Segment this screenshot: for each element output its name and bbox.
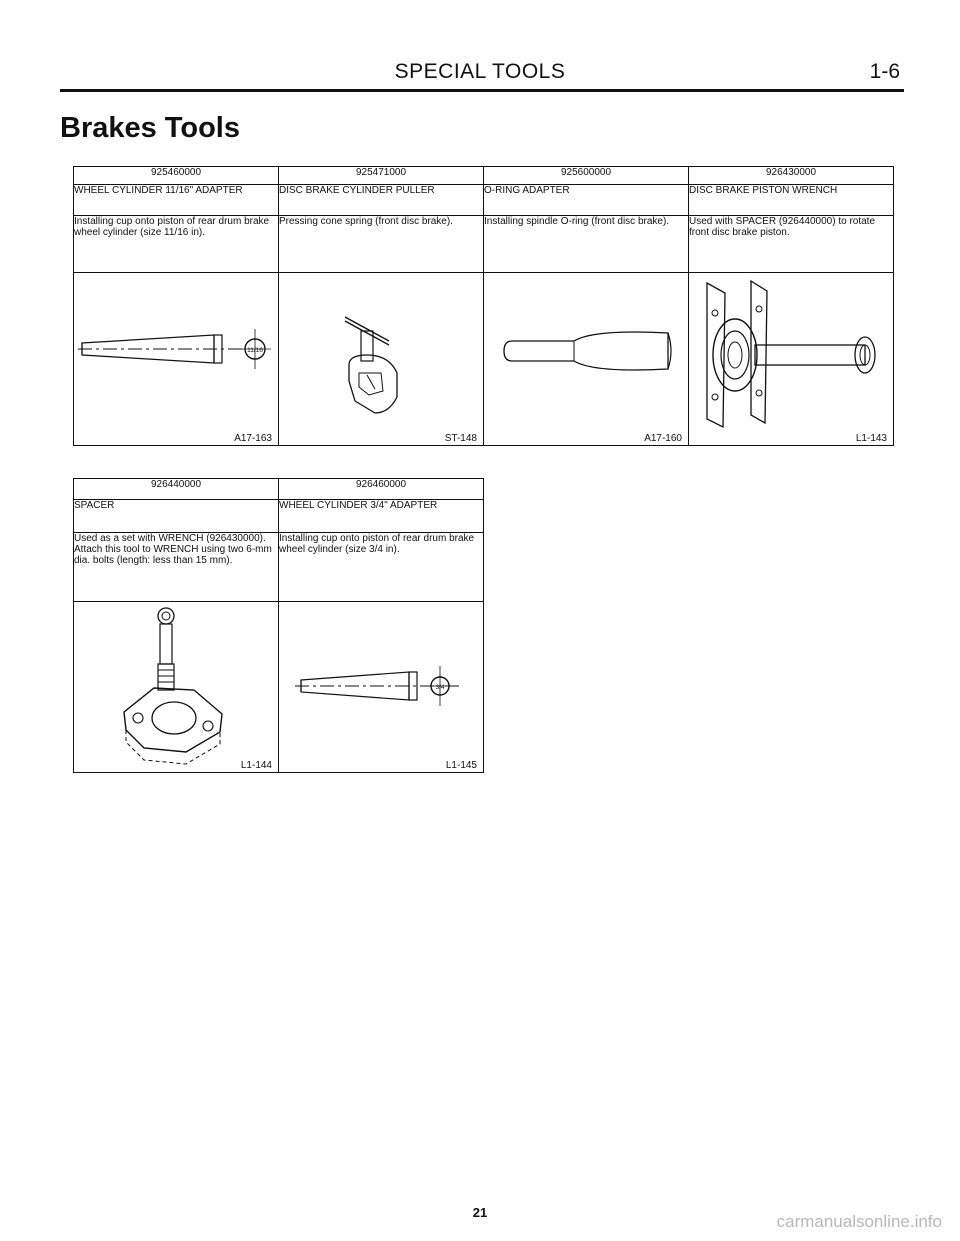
disc-brake-piston-wrench-drawing: [689, 273, 894, 445]
tool-image-row: [74, 602, 484, 773]
watermark: carmanualsonline.info: [776, 1212, 942, 1231]
tool-name: DISC BRAKE CYLINDER PULLER: [279, 185, 484, 216]
figure-reference: A17-160: [644, 433, 682, 444]
figure-reference: L1-143: [855, 433, 887, 444]
tool-name-row: [74, 185, 894, 216]
tool-description: Used with SPACER (926440000) to rotate front disc brake piston.: [689, 216, 894, 273]
part-number: 925460000: [74, 167, 279, 185]
tool-description: Used as a set with WRENCH (926430000). Attach this tool to WRENCH using two 6-mm dia. bolts (length: less than 15 mm).: [74, 533, 279, 602]
page-number: 21: [472, 1205, 488, 1220]
tool-description: Installing cup onto piston of rear drum brake wheel cylinder (size 11/16 in).: [74, 216, 279, 273]
part-number-row: [74, 479, 484, 500]
tool-image-cell: [689, 273, 894, 446]
part-number: 925471000: [279, 167, 484, 185]
header-rule: [60, 89, 904, 92]
tool-name-row: [74, 500, 484, 533]
tool-description: Pressing cone spring (front disc brake).: [279, 216, 484, 273]
tool-image-cell: [279, 602, 484, 773]
figure-reference: ST-148: [444, 433, 477, 444]
tool-description-row: [74, 533, 484, 602]
tool-image-cell: [484, 273, 689, 446]
o-ring-adapter-drawing: [484, 273, 689, 445]
tool-image-row: [74, 273, 894, 446]
part-number: 926460000: [279, 479, 484, 500]
tool-image-cell: [74, 273, 279, 446]
wheel-cylinder-3-4-adapter-drawing: [279, 602, 484, 772]
tool-image-cell: [279, 273, 484, 446]
spacer-drawing: [74, 602, 279, 772]
part-number: 926440000: [74, 479, 279, 500]
section-title: Brakes Tools: [60, 112, 240, 144]
figure-reference: L1-145: [445, 760, 477, 771]
part-number: 925600000: [484, 167, 689, 185]
tool-description: Installing cup onto piston of rear drum brake wheel cylinder (size 3/4 in).: [279, 533, 484, 602]
figure-reference: L1-144: [240, 760, 272, 771]
tools-table-row1: [73, 166, 894, 446]
size-label: 3/4: [435, 684, 445, 691]
tool-image-cell: [74, 602, 279, 773]
tool-name: WHEEL CYLINDER 3/4" ADAPTER: [279, 500, 484, 533]
part-number: 926430000: [689, 167, 894, 185]
size-label: 11/16: [247, 347, 263, 354]
tools-table-row2: [73, 478, 484, 773]
disc-brake-cylinder-puller-drawing: [279, 273, 484, 445]
figure-reference: A17-163: [234, 433, 272, 444]
wheel-cylinder-adapter-drawing: [74, 273, 279, 445]
tool-name: DISC BRAKE PISTON WRENCH: [689, 185, 894, 216]
tool-name: SPACER: [74, 500, 279, 533]
page-header-section-number: 1-6: [869, 60, 900, 83]
tool-name: WHEEL CYLINDER 11/16" ADAPTER: [74, 185, 279, 216]
tool-description: Installing spindle O-ring (front disc brake).: [484, 216, 689, 273]
tool-description-row: [74, 216, 894, 273]
tool-name: O-RING ADAPTER: [484, 185, 689, 216]
page-header-title: SPECIAL TOOLS: [394, 60, 566, 83]
part-number-row: [74, 167, 894, 185]
